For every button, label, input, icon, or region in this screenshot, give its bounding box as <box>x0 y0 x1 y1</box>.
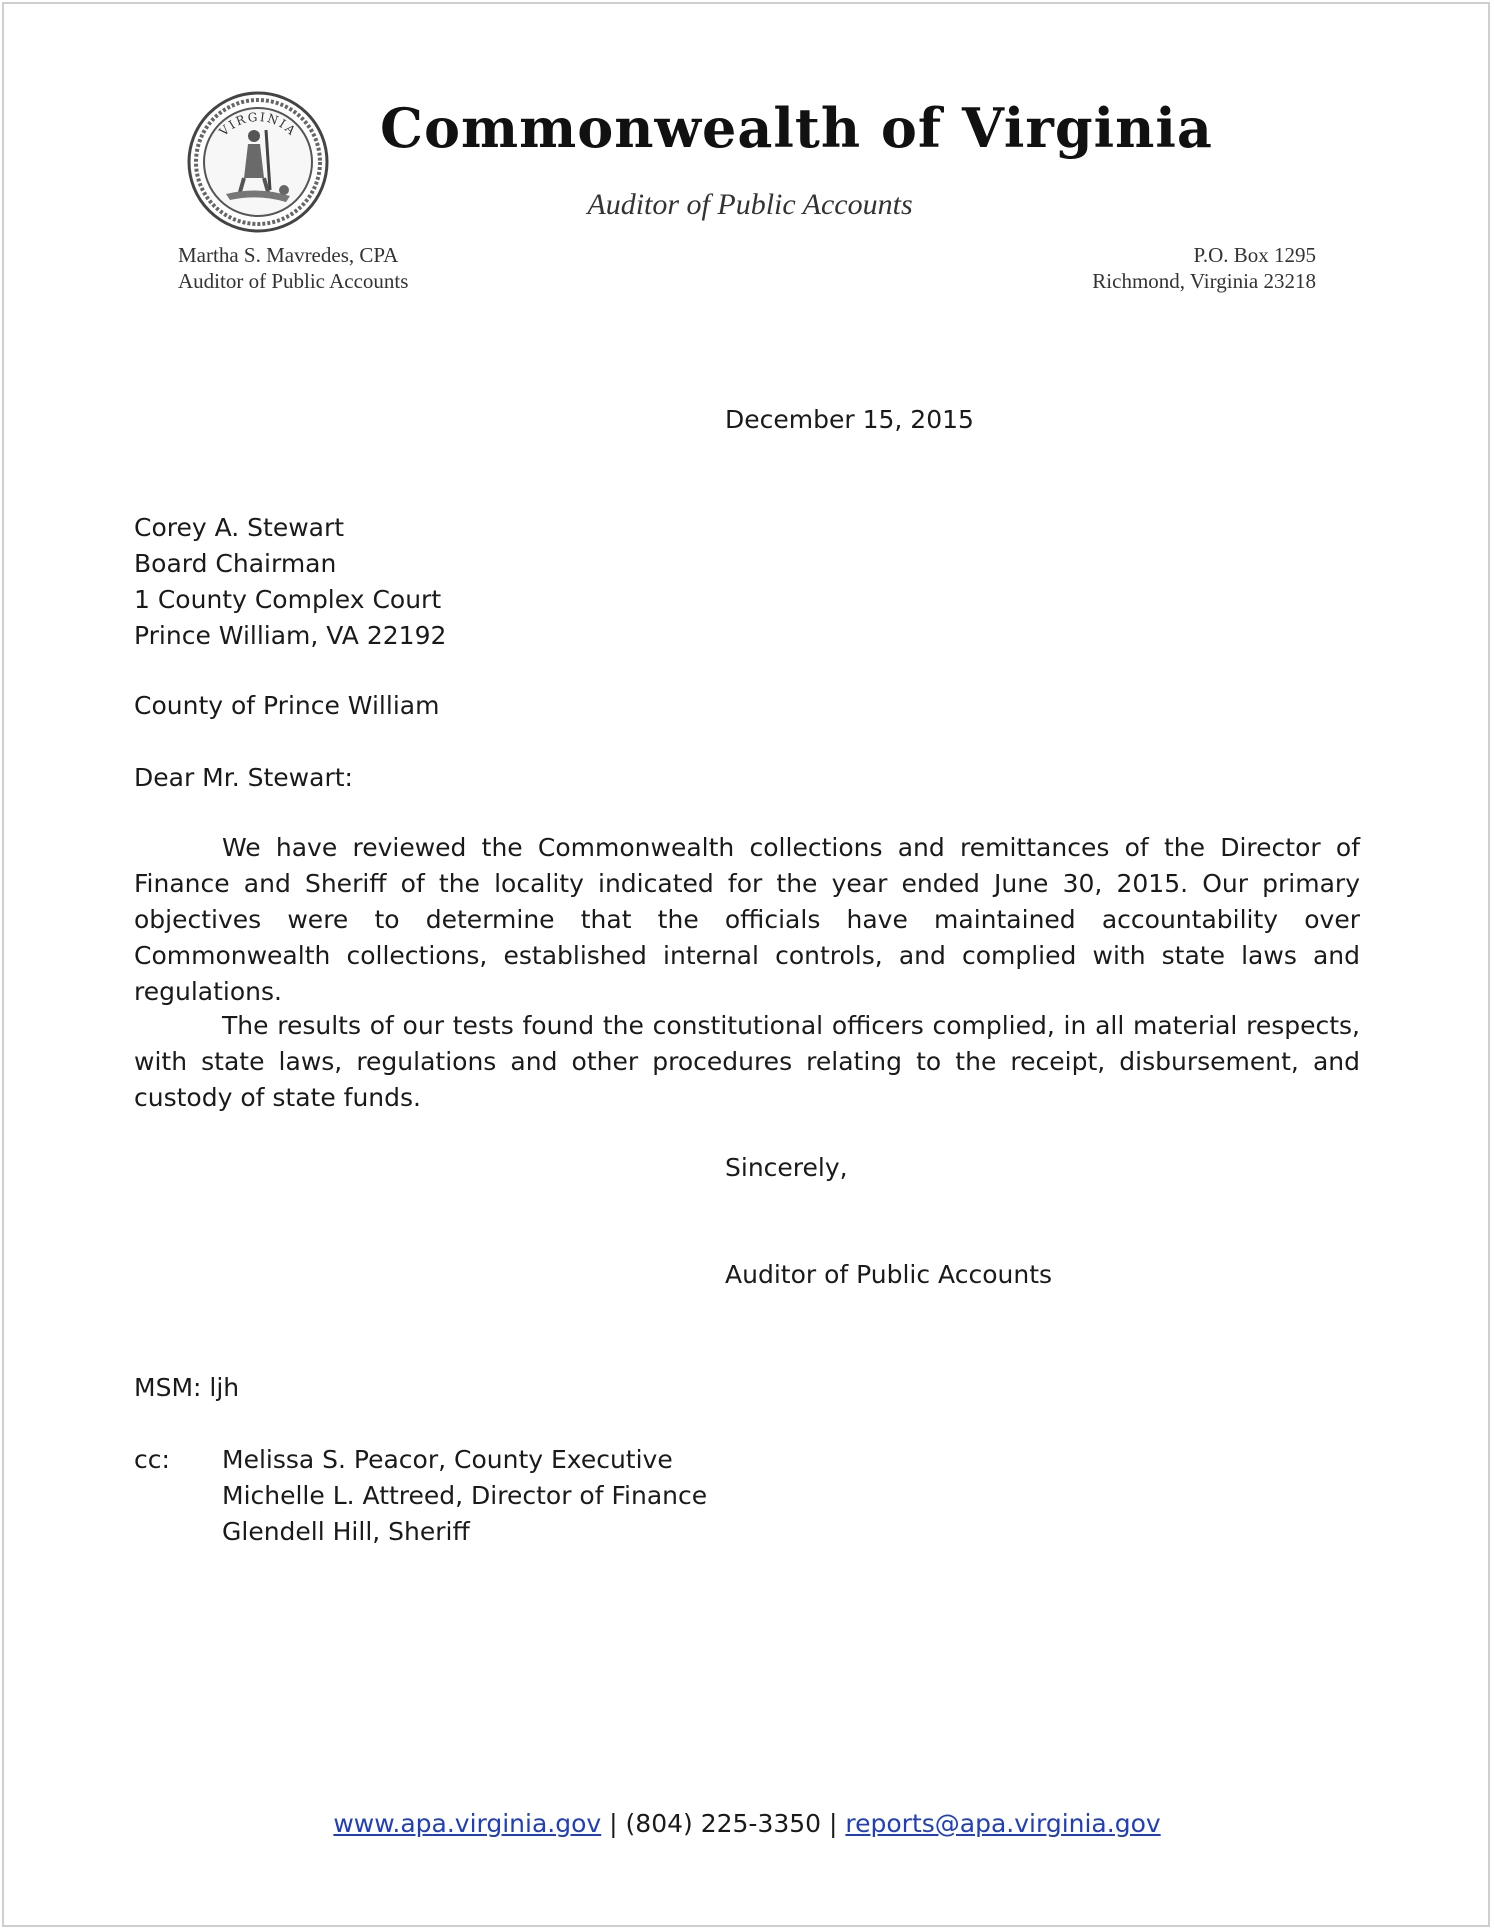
auditor-title: Auditor of Public Accounts <box>178 269 409 293</box>
cc-recipient: Melissa S. Peacor, County Executive <box>222 1445 673 1474</box>
letterhead-subtitle: Auditor of Public Accounts <box>587 188 913 221</box>
cc-list <box>222 1442 707 1550</box>
body-paragraph: We have reviewed the Commonwealth collections and remittances of the Director of Finance and Sheriff of the locality indicated for the year ended June 30, 2015. Our primary objectives were to determine that the officials have maintained accountability over Commonwealth collections, established internal controls, and complied with state laws and regulations. <box>134 833 1360 1006</box>
auditor-name-block <box>178 242 408 294</box>
website-link[interactable]: www.apa.virginia.gov <box>333 1809 602 1838</box>
mailing-address-block <box>1092 242 1316 294</box>
footer-separator: | <box>601 1809 626 1838</box>
salutation: Dear Mr. Stewart: <box>134 763 353 792</box>
recipient-name: Corey A. Stewart <box>134 513 345 542</box>
recipient-address <box>134 510 446 654</box>
locality-line: County of Prince William <box>134 691 440 720</box>
closing: Sincerely, <box>725 1153 848 1182</box>
letterhead-title: Commonwealth of Virginia <box>380 96 1213 160</box>
phone-number: (804) 225-3350 <box>625 1809 822 1838</box>
cc-recipient: Glendell Hill, Sheriff <box>222 1517 470 1546</box>
svg-text:VIRGINIA: VIRGINIA <box>216 109 300 139</box>
po-box: P.O. Box 1295 <box>1193 243 1316 267</box>
recipient-title: Board Chairman <box>134 549 337 578</box>
reference-initials: MSM: ljh <box>134 1373 240 1402</box>
email-link[interactable]: reports@apa.virginia.gov <box>845 1809 1161 1838</box>
virginia-state-seal-icon <box>186 90 330 234</box>
auditor-name: Martha S. Mavredes, CPA <box>178 243 399 267</box>
cc-label: cc: <box>134 1445 170 1474</box>
body-paragraph: The results of our tests found the constitutional officers complied, in all material respects, with state laws, regulations and other procedures relating to the receipt, disbursement, and custody of state funds. <box>134 1011 1360 1112</box>
recipient-city: Prince William, VA 22192 <box>134 621 447 650</box>
footer <box>0 1806 1494 1842</box>
letter-date: December 15, 2015 <box>725 405 974 434</box>
recipient-street: 1 County Complex Court <box>134 585 442 614</box>
cc-recipient: Michelle L. Attreed, Director of Finance <box>222 1481 708 1510</box>
signer: Auditor of Public Accounts <box>725 1260 1053 1289</box>
footer-separator: | <box>821 1809 846 1838</box>
city-state-zip: Richmond, Virginia 23218 <box>1092 269 1316 293</box>
